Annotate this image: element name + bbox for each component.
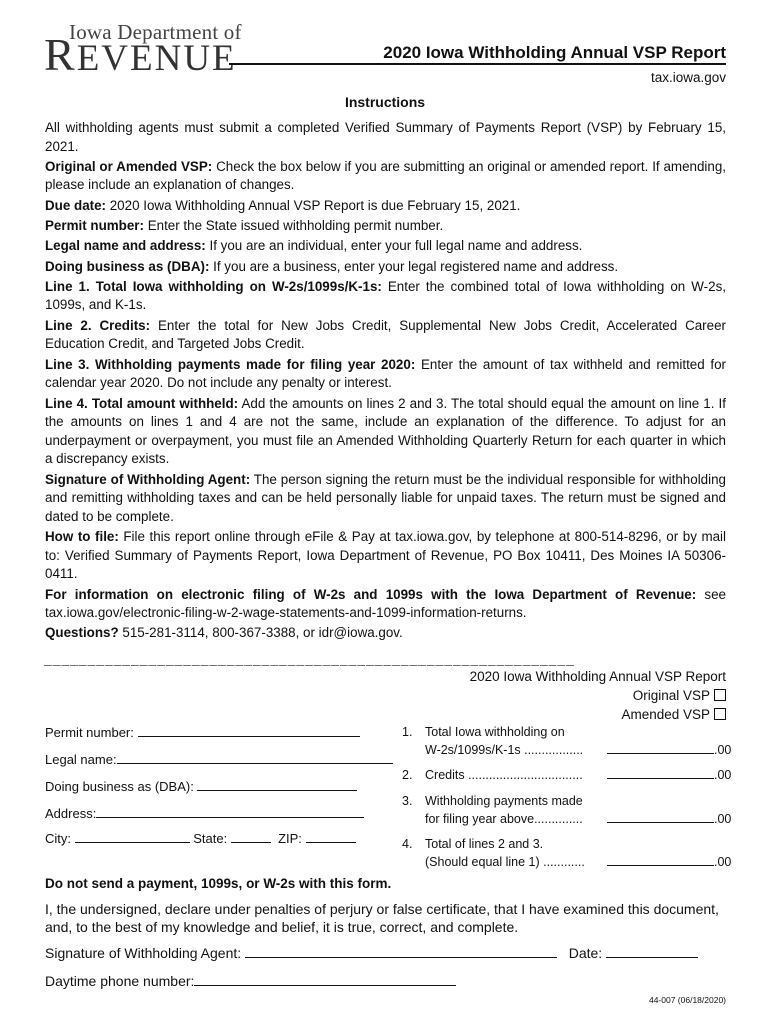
original-vsp-option: Original VSP: [400, 686, 726, 705]
line-2: 2. Credits ................................. .00: [402, 768, 732, 782]
instruction-paragraph: Permit number: Enter the State issued withholding permit number.: [45, 218, 444, 234]
amended-vsp-checkbox[interactable]: [714, 708, 726, 720]
website: tax.iowa.gov: [650, 70, 726, 85]
form-title: 2020 Iowa Withholding Annual VSP Report: [469, 669, 726, 684]
phone-input[interactable]: [194, 972, 456, 986]
permit-number-field: Permit number:: [45, 724, 360, 740]
city-state-zip-field: City: State: ZIP:: [45, 830, 356, 846]
instruction-paragraph: Legal name and address: If you are an individual, enter your full legal name and address.: [45, 238, 583, 254]
instruction-paragraph: Line 1. Total Iowa withholding on W-2s/1099s/K-1s: Enter the combined total of Iowa withholding on W-2s, 1099s, and K-1s.: [45, 278, 726, 313]
instruction-paragraph: Due date: 2020 Iowa Withholding Annual VSP Report is due February 15, 2021.: [45, 197, 521, 213]
page-title: 2020 Iowa Withholding Annual VSP Report: [383, 43, 726, 62]
no-payment-notice: Do not send a payment, 1099s, or W-2s with this form.: [45, 876, 392, 891]
state-input[interactable]: [231, 830, 271, 843]
line-1-input[interactable]: [607, 741, 714, 754]
phone-row: Daytime phone number:: [45, 972, 456, 989]
instruction-paragraph: Line 3. Withholding payments made for filing year 2020: Enter the amount of tax withheld and remitted for calendar year 2020. Do not include any penalty or interest.: [45, 356, 726, 391]
instructions: [45, 119, 726, 645]
zip-input[interactable]: [306, 830, 356, 843]
declaration: I, the undersigned, declare under penalties of perjury or false certificate, that I have examined this document, and, to the best of my knowledge and belief, it is true, correct, and complete.: [45, 901, 719, 935]
instruction-paragraph: Line 4. Total amount withheld: Add the amounts on lines 2 and 3. The total should equal the amount on line 1. If the amounts on lines 1 and 4 are not the same, include an explanation of the difference. To adjust for an underpayment or overpayment, you must file an Amended Withholding Quarterly Return for each quarter in which a discrepancy exists.: [45, 395, 726, 467]
cut-line: _____________________________________________________________: [44, 653, 575, 668]
line-4-amount: .00: [607, 853, 731, 871]
dba-field: Doing business as (DBA):: [45, 778, 357, 794]
line-3-input[interactable]: [607, 810, 714, 823]
legal-name-input[interactable]: [117, 751, 393, 764]
line-2-amount: .00: [607, 766, 731, 784]
logo-first-letter: R: [44, 29, 77, 80]
line-3-amount: .00: [607, 810, 731, 828]
legal-name-field: Legal name:: [45, 751, 393, 767]
instruction-paragraph: Doing business as (DBA): If you are a business, enter your legal registered name and address.: [45, 258, 619, 274]
title-rule: [229, 63, 726, 65]
date-input[interactable]: [606, 944, 698, 958]
line-2-input[interactable]: [607, 766, 714, 779]
line-3: 3. Withholding payments made for filing year above.............. .00: [402, 794, 732, 826]
city-input[interactable]: [75, 830, 190, 843]
line-4-input[interactable]: [607, 853, 714, 866]
instruction-paragraph: How to file: File this report online through eFile & Pay at tax.iowa.gov, by telephone at 800-514-8296, or by mail to: Verified Summary of Payments Report, Iowa Department of Revenue, PO Box 10411, Des Moines IA 50306-0411.: [45, 529, 727, 582]
amended-vsp-option: Amended VSP: [400, 705, 726, 724]
address-field: Address:: [45, 805, 364, 821]
instruction-paragraph: Signature of Withholding Agent: The person signing the return must be the individual responsible for withholding and remitting withholding taxes and can be held personally liable for unpaid taxes. The return must be signed and dated to be complete.: [45, 471, 726, 524]
address-input[interactable]: [96, 805, 364, 818]
instruction-paragraph: Questions? 515-281-3114, 800-367-3388, or idr@iowa.gov.: [45, 625, 403, 641]
logo-rest: EVENUE: [76, 38, 237, 79]
instruction-paragraph: Line 2. Credits: Enter the total for New Jobs Credit, Supplemental New Jobs Credit, Accelerated Career Education Credit, and Targeted Jobs Credit.: [45, 317, 726, 352]
instruction-paragraph: All withholding agents must submit a completed Verified Summary of Payments Report (VSP) by February 15, 2021.: [45, 120, 726, 154]
line-1: 1. Total Iowa withholding on W-2s/1099s/K-1s ................. .00: [402, 725, 732, 757]
form-header: [400, 667, 726, 724]
instructions-heading: Instructions: [344, 94, 426, 110]
signature-row: Signature of Withholding Agent: Date:: [45, 944, 698, 961]
instruction-paragraph: For information on electronic filing of W-2s and 1099s with the Iowa Department of Revenue: see tax.iowa.gov/electronic-filing-w-2-wage-statements-and-1099-information-returns.: [45, 586, 727, 621]
logo-agency-line: Iowa Department of: [69, 20, 242, 44]
instruction-paragraph: Original or Amended VSP: Check the box below if you are submitting an original or amended report. If amending, please include an explanation of changes.: [45, 158, 726, 193]
line-4: 4. Total of lines 2 and 3. (Should equal line 1) ............ .00: [402, 837, 732, 869]
signature-input[interactable]: [245, 944, 557, 958]
original-vsp-checkbox[interactable]: [714, 689, 726, 701]
line-1-amount: .00: [607, 741, 731, 759]
dba-input[interactable]: [197, 778, 357, 791]
form-number: 44-007 (06/18/2020): [648, 995, 726, 1005]
permit-number-input[interactable]: [138, 724, 360, 737]
